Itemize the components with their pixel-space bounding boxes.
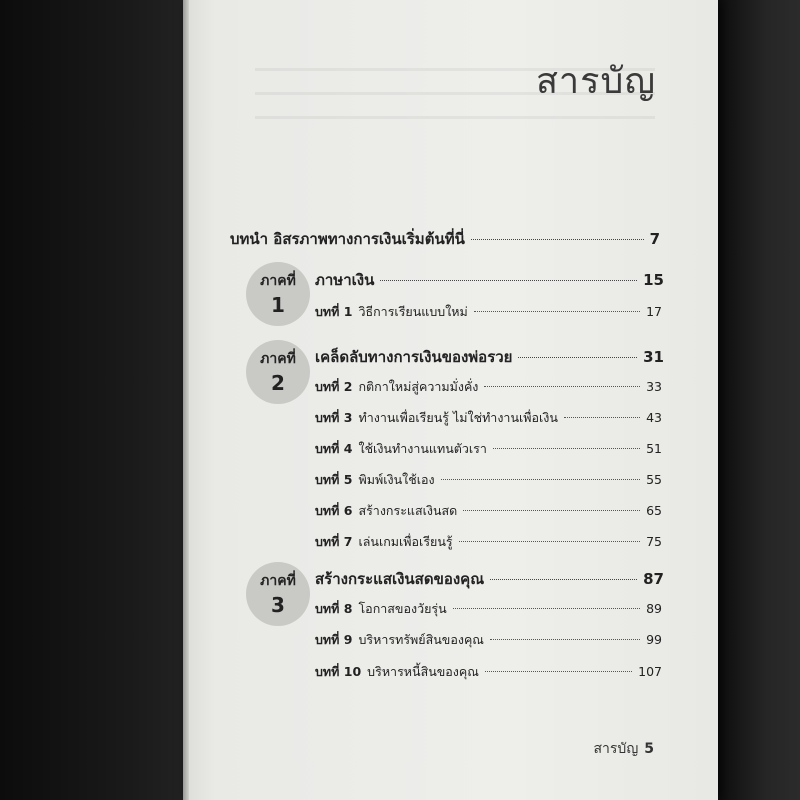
- chapter-title: โอกาสของวัยรุ่น: [358, 601, 447, 616]
- part-badge-word: ภาคที่: [260, 351, 296, 367]
- chapter-number: บทที่ 10: [315, 664, 362, 679]
- dot-leader: [453, 608, 640, 609]
- chapter-page: 43: [646, 410, 662, 425]
- chapter-number: บทที่ 5: [315, 472, 353, 487]
- dot-leader: [485, 671, 632, 672]
- toc-chapter-1: [315, 302, 662, 322]
- part-badge-word: ภาคที่: [260, 273, 296, 289]
- part-badge-word: ภาคที่: [260, 573, 296, 589]
- page-gutter: [183, 0, 189, 800]
- dot-leader: [490, 579, 637, 580]
- chapter-title: บริหารหนี้สินของคุณ: [367, 664, 479, 679]
- toc-part-title: ภาษาเงิน: [315, 271, 375, 289]
- toc-part-title: สร้างกระแสเงินสดของคุณ: [315, 570, 485, 588]
- chapter-page: 107: [638, 664, 662, 679]
- chapter-number: บทที่ 8: [315, 601, 353, 616]
- dot-leader: [459, 541, 640, 542]
- right-background: [718, 0, 800, 800]
- toc-intro: [230, 227, 660, 251]
- chapter-title: วิธีการเรียนแบบใหม่: [358, 304, 468, 319]
- book-page: [183, 0, 718, 800]
- page-title: สารบัญ: [535, 61, 656, 102]
- toc-chapter-4: [315, 439, 662, 459]
- chapter-title: เล่นเกมเพื่อเรียนรู้: [358, 534, 453, 549]
- toc-chapter-9: [315, 630, 662, 650]
- chapter-number: บทที่ 7: [315, 534, 353, 549]
- toc-intro-label: บทนำ อิสรภาพทางการเงินเริ่มต้นที่นี่: [230, 230, 465, 248]
- dot-leader: [490, 639, 640, 640]
- toc-part-page: 15: [643, 271, 664, 289]
- footer-label: สารบัญ: [593, 741, 639, 757]
- dot-leader: [463, 510, 640, 511]
- toc-part-title: เคล็ดลับทางการเงินของพ่อรวย: [315, 348, 513, 366]
- chapter-page: 51: [646, 441, 662, 456]
- toc-chapter-10: [315, 662, 662, 682]
- chapter-title: พิมพ์เงินใช้เอง: [358, 472, 435, 487]
- chapter-title: ทำงานเพื่อเรียนรู้ ไม่ใช่ทำงานเพื่อเงิน: [358, 410, 558, 425]
- part-badge-number: 3: [271, 593, 285, 617]
- dot-leader: [380, 280, 637, 281]
- chapter-number: บทที่ 4: [315, 441, 353, 456]
- page-footer: [594, 738, 655, 760]
- chapter-number: บทที่ 9: [315, 632, 353, 647]
- chapter-page: 33: [646, 379, 662, 394]
- toc-part-page: 31: [643, 348, 664, 366]
- toc-chapter-7: [315, 532, 662, 552]
- toc-part-1: [315, 268, 664, 292]
- toc-part-3: [315, 567, 664, 591]
- dot-leader: [564, 417, 640, 418]
- part-badge-number: 1: [271, 293, 285, 317]
- page-number: 5: [644, 741, 654, 757]
- part-badge-1: [246, 262, 310, 326]
- left-background: [0, 0, 185, 800]
- dot-leader: [471, 239, 644, 240]
- chapter-number: บทที่ 1: [315, 304, 353, 319]
- chapter-page: 17: [646, 304, 662, 319]
- part-badge-3: [246, 562, 310, 626]
- chapter-number: บทที่ 3: [315, 410, 353, 425]
- chapter-title: บริหารทรัพย์สินของคุณ: [358, 632, 484, 647]
- dot-leader: [474, 311, 640, 312]
- dot-leader: [484, 386, 640, 387]
- chapter-title: กติกาใหม่สู่ความมั่งคั่ง: [358, 379, 479, 394]
- dot-leader: [493, 448, 640, 449]
- toc-chapter-3: [315, 408, 662, 428]
- chapter-page: 55: [646, 472, 662, 487]
- toc-part-page: 87: [643, 570, 664, 588]
- toc-part-2: [315, 345, 664, 369]
- chapter-page: 89: [646, 601, 662, 616]
- chapter-title: ใช้เงินทำงานแทนตัวเรา: [358, 441, 487, 456]
- dot-leader: [518, 357, 637, 358]
- part-badge-number: 2: [271, 371, 285, 395]
- chapter-page: 65: [646, 503, 662, 518]
- toc-chapter-6: [315, 501, 662, 521]
- toc-chapter-8: [315, 599, 662, 619]
- dot-leader: [441, 479, 641, 480]
- toc-intro-page: 7: [649, 230, 660, 248]
- chapter-page: 75: [646, 534, 662, 549]
- chapter-number: บทที่ 6: [315, 503, 353, 518]
- part-badge-2: [246, 340, 310, 404]
- chapter-title: สร้างกระแสเงินสด: [358, 503, 458, 518]
- chapter-number: บทที่ 2: [315, 379, 353, 394]
- toc-chapter-5: [315, 470, 662, 490]
- toc-chapter-2: [315, 377, 662, 397]
- chapter-page: 99: [646, 632, 662, 647]
